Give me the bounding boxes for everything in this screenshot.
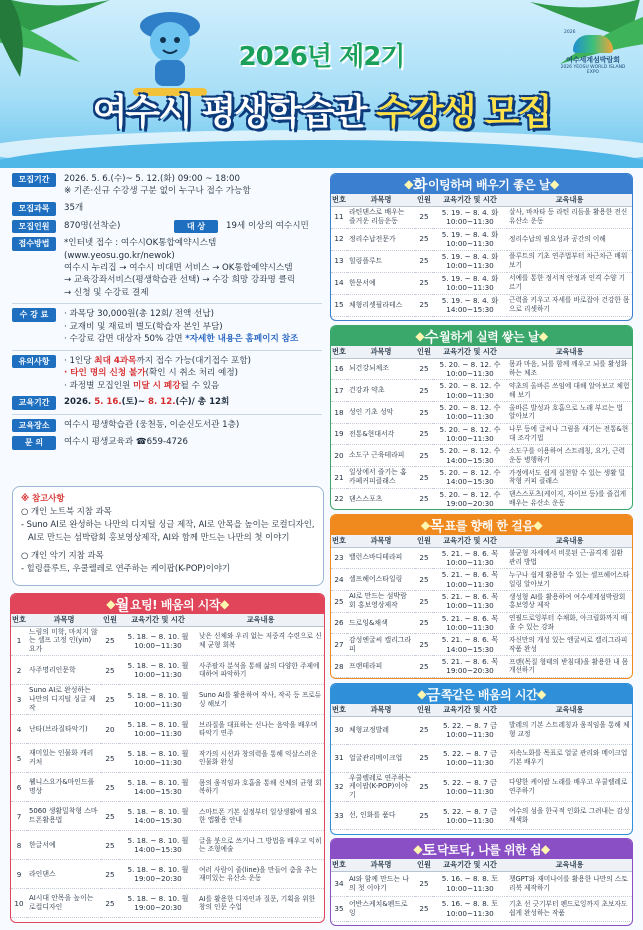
column-header: 번호 bbox=[332, 536, 346, 546]
course-name: 건강과 약초 bbox=[347, 380, 415, 402]
column-header: 과목명 bbox=[347, 194, 415, 206]
table-row bbox=[331, 272, 632, 294]
course-schedule: 5. 19. ~ 8. 4. 화 10:00~11:30 bbox=[433, 206, 507, 228]
table-row bbox=[331, 716, 632, 744]
table-row bbox=[331, 590, 632, 612]
course-name: 재미있는 인물화 캐리커처 bbox=[27, 744, 101, 773]
column-header: 교육내용 bbox=[507, 194, 632, 206]
course-description: 스마트폰 기본 설정부터 일상생활에 필요한 앱활용 안내 bbox=[197, 802, 324, 831]
capacity: 25 bbox=[415, 634, 433, 656]
course-name: 힐링플루트 bbox=[347, 250, 415, 272]
contact-row: 문 의 여수시 평생교육과 ☎659-4726 bbox=[12, 436, 322, 450]
course-number: 16 bbox=[331, 358, 347, 380]
capacity: 25 bbox=[415, 656, 433, 678]
column-header: 과목명 bbox=[27, 614, 101, 626]
table-row bbox=[11, 889, 324, 918]
course-schedule: 5. 22. ~ 8. 7 금 10:00~11:30 bbox=[433, 772, 507, 802]
course-name: 한문서예 bbox=[347, 272, 415, 294]
course-name: 느림의 미학, 마치지 않는 셀프 고정 인(yin) 요가 bbox=[27, 626, 101, 656]
course-name: 얼굴관리메이크업 bbox=[347, 744, 415, 772]
course-number: 18 bbox=[331, 401, 347, 423]
course-description: AI를 활용한 디자인과 질문, 기획을 위한 창의 인문 수업 bbox=[197, 889, 324, 918]
hero-banner bbox=[0, 0, 643, 168]
course-name: 체형리셋필라테스 bbox=[347, 294, 415, 316]
table-row bbox=[331, 380, 632, 402]
course-description: 다양한 케이팝 노래를 배우고 우쿨렐레로 연주하기 bbox=[507, 772, 632, 802]
column-header: 과목명 bbox=[347, 346, 415, 358]
table-row bbox=[331, 772, 632, 802]
table-title: 닥토닥, 나를 위한 쉼 bbox=[437, 842, 541, 857]
capacity: 25 bbox=[415, 401, 433, 423]
capacity: 25 bbox=[415, 744, 433, 772]
course-schedule: 5. 21. ~ 8. 6. 목 14:00~15:30 bbox=[433, 634, 507, 656]
course-table bbox=[331, 194, 632, 317]
course-name: 밸런스바디테라피 bbox=[347, 547, 415, 569]
capacity: 25 bbox=[415, 612, 433, 634]
column-header: 교육내용 bbox=[507, 346, 632, 358]
course-schedule: 5. 20. ~ 8. 12. 수 14:00~15:30 bbox=[433, 445, 507, 467]
course-name: 사주명리인문학 bbox=[27, 656, 101, 685]
course-schedule: 5. 20. ~ 8. 12. 수 14:00~15:30 bbox=[433, 467, 507, 489]
course-schedule: 5. 22. ~ 8. 7 금 10:00~11:30 bbox=[433, 744, 507, 772]
capacity: 25 bbox=[415, 488, 433, 510]
column-header: 교육내용 bbox=[507, 859, 632, 871]
table-row bbox=[331, 250, 632, 272]
course-number: 4 bbox=[11, 715, 27, 744]
course-description: 자신만의 개성 있는 엔굴씨로 캘리그라피 작품 완성 bbox=[507, 634, 632, 656]
table-row bbox=[331, 467, 632, 489]
table-row bbox=[331, 228, 632, 250]
course-description: 서예를 통한 정서적 안정과 인격 수양 기르기 bbox=[507, 272, 632, 294]
course-number: 3 bbox=[11, 685, 27, 715]
course-table bbox=[11, 614, 324, 918]
course-name: 선, 인화를 품다 bbox=[347, 802, 415, 830]
course-schedule: 5. 18. ~ 8. 10. 월 19:00~20:30 bbox=[119, 889, 197, 918]
notes-box: ※ 참고사항 ○ 개인 노트북 지참 과목 - Suno AI로 완성하는 나만의 디지털 싱글 제작, AI로 안목을 높이는 로컬디자인, AI로 만드는 섬박람회 홍보영상제작, AI와 함께 만드는 나만의 첫 이야기 ○ 개인 악기 지참 과목 - 힐링플루트, 우쿨렐레로 연주하는 케이팝(K-POP)이야기 bbox=[12, 486, 324, 586]
course-schedule: 5. 19. ~ 8. 4. 화 10:00~11:30 bbox=[433, 228, 507, 250]
course-schedule: 5. 18. ~ 8. 10. 월 10:00~11:30 bbox=[119, 656, 197, 685]
course-description: Suno AI를 활용하여 작사, 작곡 등 프로듀싱 해보기 bbox=[197, 685, 324, 715]
course-description: 챗GPT와 재미나이를 활용한 나만의 스토리북 제작하기 bbox=[507, 871, 632, 896]
sparkle-icon: ◆ bbox=[404, 177, 414, 191]
course-schedule bbox=[433, 677, 507, 679]
capacity: 25 bbox=[415, 590, 433, 612]
table-row bbox=[11, 656, 324, 685]
course-name: 성인 기초 성악 bbox=[347, 401, 415, 423]
course-number: 33 bbox=[331, 802, 347, 830]
day-initial: 월 bbox=[115, 595, 129, 614]
courses-row: 모집과목 35개 bbox=[12, 202, 322, 216]
course-number bbox=[331, 677, 347, 679]
course-number: 17 bbox=[331, 380, 347, 402]
course-number: 19 bbox=[331, 423, 347, 445]
course-name: AI로 만드는 섬박람회 홍보영상제작 bbox=[347, 590, 415, 612]
sparkle-icon: ◆ bbox=[106, 597, 115, 611]
course-description: 프랜(목질 형태의 받침대)을 활용한 내 몸 개선하기 bbox=[507, 656, 632, 678]
course-name: 셀프헤어스타일링 bbox=[347, 569, 415, 591]
day-initial: 토 bbox=[422, 840, 437, 859]
course-number: 9 bbox=[11, 860, 27, 889]
course-number: 28 bbox=[331, 656, 347, 678]
table-row bbox=[331, 488, 632, 510]
course-schedule: 5. 20. ~ 8. 12. 수 10:00~11:30 bbox=[433, 358, 507, 380]
table-title: 쪽같은 배움의 시간 bbox=[440, 687, 538, 702]
course-name: 체형교정발레 bbox=[347, 716, 415, 744]
thursday-course-table bbox=[330, 514, 633, 679]
table-row bbox=[331, 401, 632, 423]
course-name: 프랜테라피 bbox=[347, 656, 415, 678]
course-description: 가정에서도 쉽게 실천할 수 있는 생활 밀착형 커피 클래스 bbox=[507, 467, 632, 489]
capacity: 25 bbox=[415, 206, 433, 228]
table-row bbox=[331, 677, 632, 679]
course-number: 32 bbox=[331, 772, 347, 802]
course-number: 31 bbox=[331, 744, 347, 772]
table-row bbox=[11, 744, 324, 773]
course-description: 플루트의 기초 연주법부터 차근차근 배워보기 bbox=[507, 250, 632, 272]
course-name: 정리수납전문가 bbox=[347, 228, 415, 250]
monday-course-table bbox=[10, 593, 325, 923]
table-heading bbox=[331, 174, 632, 194]
course-schedule: 5. 18. ~ 8. 10. 월 10:00~11:30 bbox=[119, 626, 197, 656]
column-header: 과목명 bbox=[347, 535, 415, 547]
course-description: 여수의 섬을 한국적 인화로 그려내는 감성 채색화 bbox=[507, 802, 632, 830]
course-description: 근력을 키우고 자세를 바로잡아 건강한 몸으로 리셋하기 bbox=[507, 294, 632, 316]
column-header: 과목명 bbox=[347, 859, 415, 871]
course-number: 21 bbox=[331, 467, 347, 489]
course-schedule: 5. 18. ~ 8. 10. 월 14:00~15:30 bbox=[119, 802, 197, 831]
course-schedule: 5. 22. ~ 8. 7 금 10:00~11:30 bbox=[433, 802, 507, 830]
course-schedule: 5. 18. ~ 8. 10. 월 14:00~15:30 bbox=[119, 831, 197, 860]
capacity: 25 bbox=[415, 272, 433, 294]
course-description: 여러 사람이 줄(line)을 만들어 춤을 추는 재미있는 유산소 운동 bbox=[197, 860, 324, 889]
course-number: 10 bbox=[11, 889, 27, 918]
column-header: 교육내용 bbox=[197, 614, 324, 626]
column-header: 교육기간 및 시간 bbox=[433, 704, 507, 716]
course-description: 저속노화를 목표로 얼굴 관리와 메이크업 기본 배우기 bbox=[507, 744, 632, 772]
course-description: 발레의 기본 스트레칭과 움직임을 통해 체형 교정 bbox=[507, 716, 632, 744]
table-row bbox=[11, 626, 324, 656]
course-name: 댄스스포츠 bbox=[347, 488, 415, 510]
course-description: 누구나 쉽게 활용할 수 있는 셀프헤어스타일링 알아보기 bbox=[507, 569, 632, 591]
course-schedule: 5. 22. ~ 8. 7 금 10:00~11:30 bbox=[433, 716, 507, 744]
course-schedule: 5. 19. ~ 8. 4. 화 14:00~15:30 bbox=[433, 294, 507, 316]
course-description: 소도구를 이용하여 스트레칭, 요가, 근력운동 병행하기 bbox=[507, 445, 632, 467]
course-schedule: 5. 20. ~ 8. 12. 수 10:00~11:30 bbox=[433, 423, 507, 445]
course-number: 35 bbox=[331, 896, 347, 921]
course-name: 뇌건강뇌체조 bbox=[347, 358, 415, 380]
course-schedule: 5. 21. ~ 8. 6. 목 10:00~11:30 bbox=[433, 612, 507, 634]
course-description: 정리수납의 필요성과 공간의 이해 bbox=[507, 228, 632, 250]
course-number: 14 bbox=[331, 272, 347, 294]
course-number: 12 bbox=[331, 228, 347, 250]
sparkle-icon: ◆ bbox=[415, 329, 425, 343]
column-header: 과목명 bbox=[347, 704, 415, 716]
column-header: 인원 bbox=[415, 704, 433, 716]
course-number: 34 bbox=[331, 871, 347, 896]
course-number: 13 bbox=[331, 250, 347, 272]
course-schedule: 5. 19. ~ 8. 4. 화 10:00~11:30 bbox=[433, 250, 507, 272]
table-title: 월하게 실력 쌓는 날 bbox=[439, 329, 539, 344]
course-schedule: 5. 16. ~ 8. 8. 토 10:00~11:30 bbox=[433, 871, 507, 896]
course-name: 웰니스요가&마인드풀 명상 bbox=[27, 773, 101, 802]
column-header: 교육기간 및 시간 bbox=[433, 346, 507, 358]
course-number: 11 bbox=[331, 206, 347, 228]
sparkle-icon: ◆ bbox=[540, 842, 550, 856]
course-description: 나무 등에 글씨나 그림을 새기는 전통&현대 조각기법 bbox=[507, 423, 632, 445]
course-description: 기초 선 긋기부터 펜드로잉까지 초보자도 쉽게 완성하는 작품 bbox=[507, 896, 632, 921]
column-header: 번호 bbox=[332, 705, 346, 715]
course-description: 불균형 자세에서 비롯된 근·골격계 질환 관리 방법 bbox=[507, 547, 632, 569]
course-description: 살사, 바차타 등 라틴 리듬을 활용한 전신 유산소 운동 bbox=[507, 206, 632, 228]
course-schedule: 5. 21. ~ 8. 6. 목 10:00~11:30 bbox=[433, 547, 507, 569]
course-schedule: 5. 21. ~ 8. 6. 목 10:00~11:30 bbox=[433, 590, 507, 612]
table-row bbox=[331, 358, 632, 380]
capacity: 25 bbox=[415, 358, 433, 380]
capacity: 25 bbox=[101, 773, 119, 802]
table-heading bbox=[331, 326, 632, 346]
course-name: 라틴댄스로 배우는 즐거운 리듬운동 bbox=[347, 206, 415, 228]
table-row bbox=[11, 831, 324, 860]
capacity: 25 bbox=[101, 656, 119, 685]
course-number: 6 bbox=[11, 773, 27, 802]
table-row bbox=[331, 744, 632, 772]
course-name: 어반스케치&펜드로잉 bbox=[347, 896, 415, 921]
capacity: 25 bbox=[415, 423, 433, 445]
capacity: 25 bbox=[415, 228, 433, 250]
course-number: 5 bbox=[11, 744, 27, 773]
sparkle-icon: ◆ bbox=[549, 177, 559, 191]
method-row: 접수방법 *인터넷 접수 : 여수시OK통합예약시스템(www.yeosu.go.kr/newok) 여수시 누리집 → 여수시 비대면 서비스 → OK통합예약시스템 → 교육강좌서비스(평생학습관 선택) → 수강 희망 강좌명 클릭 → 신청 및 수강료 결제 bbox=[12, 237, 322, 299]
course-table bbox=[331, 535, 632, 679]
edu-period-row: 교육기간 2026. 5. 16.(토)~ 8. 12.(수)/ 총 12회 bbox=[12, 396, 322, 410]
course-description: 생성형 AI를 활용하여 여수세계섬박람회 홍보영상 제작 bbox=[507, 590, 632, 612]
capacity: 25 bbox=[415, 250, 433, 272]
course-schedule: 5. 18. ~ 8. 10. 월 19:00~20:30 bbox=[119, 860, 197, 889]
column-header: 번호 bbox=[12, 615, 26, 625]
course-description: 약초의 올바른 쓰임에 대해 알아보고 체험해 보기 bbox=[507, 380, 632, 402]
day-initial: 목 bbox=[429, 516, 444, 535]
course-number: 25 bbox=[331, 590, 347, 612]
course-name: Suno AI로 완성하는 나만의 디지털 싱글 제작 bbox=[27, 685, 101, 715]
place-row: 교육장소 여수시 평생학습관 (웅천동, 이순신도서관 1층) bbox=[12, 419, 322, 433]
capacity: 25 bbox=[415, 445, 433, 467]
column-header: 교육내용 bbox=[507, 535, 632, 547]
course-number: 27 bbox=[331, 634, 347, 656]
capacity: 25 bbox=[415, 547, 433, 569]
course-description: 사주팔자 분석을 통해 삶의 다양한 주제에 대하여 파악하기 bbox=[197, 656, 324, 685]
table-row bbox=[331, 445, 632, 467]
table-title: 요팅! 배움의 시작 bbox=[130, 597, 220, 612]
course-number: 23 bbox=[331, 547, 347, 569]
course-number: 1 bbox=[11, 626, 27, 656]
course-number: 22 bbox=[331, 488, 347, 510]
course-number: 20 bbox=[331, 445, 347, 467]
capacity: 25 bbox=[415, 871, 433, 896]
column-header: 번호 bbox=[332, 860, 346, 870]
course-description: 연필드로잉부터 수채화, 아크릴화까지 배울 수 있는 강좌 bbox=[507, 612, 632, 634]
capacity: 25 bbox=[415, 896, 433, 921]
course-name: 감성엔굴씨 캘리그라피 bbox=[347, 634, 415, 656]
column-header: 인원 bbox=[415, 346, 433, 358]
table-row bbox=[331, 896, 632, 921]
column-header: 교육기간 및 시간 bbox=[433, 535, 507, 547]
capacity: 25 bbox=[101, 860, 119, 889]
table-heading bbox=[11, 594, 324, 614]
course-description: 브라질을 대표하는 신나는 음악을 배우며 타악기 연주 bbox=[197, 715, 324, 744]
course-table bbox=[331, 704, 632, 830]
course-number: 8 bbox=[11, 831, 27, 860]
capacity: 25 bbox=[415, 294, 433, 316]
column-header: 인원 bbox=[415, 535, 433, 547]
capacity: 25 bbox=[101, 802, 119, 831]
fee-row: 수 강 료 · 과목당 30,000원(총 12회/ 전액 선납) · 교재비 및 재료비 별도(학습자 본인 부담) · 수강료 감면 대상자 50% 감면 *자세한 내용은 홈페이지 참조 bbox=[12, 308, 322, 345]
course-name: AI와 함께 만드는 나의 첫 이야기 bbox=[347, 871, 415, 896]
course-schedule: 5. 20. ~ 8. 12. 수 10:00~11:30 bbox=[433, 401, 507, 423]
course-number: 30 bbox=[331, 716, 347, 744]
course-description: 몸의 움직임과 호흡을 통해 신체의 균형 회복하기 bbox=[197, 773, 324, 802]
course-schedule: 5. 19. ~ 8. 4. 화 10:00~11:30 bbox=[433, 272, 507, 294]
year-title: 2026년 제2기 bbox=[238, 42, 405, 72]
table-row bbox=[11, 715, 324, 744]
course-schedule: 5. 18. ~ 8. 10. 월 10:00~11:30 bbox=[119, 685, 197, 715]
table-row bbox=[331, 294, 632, 316]
capacity: 25 bbox=[415, 467, 433, 489]
course-description: 댄스스포츠(케이지, 자이브 등)를 즐겁게 배우는 유산소 운동 bbox=[507, 488, 632, 510]
sparkle-icon: ◆ bbox=[420, 518, 430, 532]
capacity: 25 bbox=[101, 626, 119, 656]
course-description bbox=[507, 677, 632, 679]
course-number: 7 bbox=[11, 802, 27, 831]
column-header: 인원 bbox=[415, 859, 433, 871]
table-title: 표를 향해 한 걸음 bbox=[444, 518, 534, 533]
period-row: 모집기간 2026. 5. 6.(수)~ 5. 12.(화) 09:00 ~ 18:00 ※ 기존·신규 수강생 구분 없이 누구나 접수 가능함 bbox=[12, 173, 322, 198]
day-initial: 금 bbox=[425, 685, 440, 704]
course-description: 올바른 발성과 호흡으로 노래 부르는 법 알아보기 bbox=[507, 401, 632, 423]
course-schedule: 5. 20. ~ 8. 12. 수 10:00~11:30 bbox=[433, 380, 507, 402]
sparkle-icon: ◆ bbox=[219, 597, 229, 611]
table-row bbox=[11, 685, 324, 715]
column-header: 인원 bbox=[101, 614, 119, 626]
table-row bbox=[331, 206, 632, 228]
caution-row: 유의사항 · 1인당 최대 4과목까지 접수 가능(대기접수 포함) · 타인 명의 신청 불가(확인 시 취소 처리 예정) · 과정별 모집인원 미달 시 폐강될 수 있음 bbox=[12, 355, 322, 392]
column-header: 교육기간 및 시간 bbox=[119, 614, 197, 626]
column-header: 번호 bbox=[332, 195, 346, 205]
table-row bbox=[331, 634, 632, 656]
table-row bbox=[11, 773, 324, 802]
course-number: 2 bbox=[11, 656, 27, 685]
recruitment-info bbox=[12, 173, 322, 454]
course-name: 난타(브라질타악기) bbox=[27, 715, 101, 744]
course-table bbox=[331, 859, 632, 922]
sparkle-icon: ◆ bbox=[537, 687, 546, 701]
sparkle-icon: ◆ bbox=[538, 329, 548, 343]
tuesday-course-table bbox=[330, 173, 633, 321]
course-name: 소도구 근육테라피 bbox=[347, 445, 415, 467]
course-schedule: 5. 18. ~ 8. 10. 월 10:00~11:30 bbox=[119, 715, 197, 744]
course-name: 일상에서 즐기는 홈카페커피클래스 bbox=[347, 467, 415, 489]
course-schedule: 5. 18. ~ 8. 10. 월 14:00~15:30 bbox=[119, 773, 197, 802]
course-name: 드로잉&채색 bbox=[347, 612, 415, 634]
course-schedule: 5. 18. ~ 8. 10. 월 10:00~11:30 bbox=[119, 744, 197, 773]
table-row bbox=[331, 871, 632, 896]
course-schedule: 5. 20. ~ 8. 12. 수 19:00~20:30 bbox=[433, 488, 507, 510]
column-header: 교육기간 및 시간 bbox=[433, 859, 507, 871]
course-number: 26 bbox=[331, 612, 347, 634]
capacity: 25 bbox=[101, 685, 119, 715]
table-row bbox=[331, 547, 632, 569]
day-initial: 수 bbox=[424, 327, 439, 346]
column-header: 교육기간 및 시간 bbox=[433, 194, 507, 206]
course-name: AI시대 안목을 높이는 로컬디자인 bbox=[27, 889, 101, 918]
table-row bbox=[331, 612, 632, 634]
capacity: 25 bbox=[415, 802, 433, 830]
capacity: 25 bbox=[415, 716, 433, 744]
column-header: 번호 bbox=[332, 347, 346, 357]
capacity: 25 bbox=[101, 889, 119, 918]
day-initial: 화 bbox=[413, 175, 428, 194]
table-heading bbox=[331, 839, 632, 859]
table-row bbox=[11, 802, 324, 831]
course-description: 낮은 신체와 우리 없는 저중격 수련으로 신체 균형 회복 bbox=[197, 626, 324, 656]
course-schedule: 5. 21. ~ 8. 6. 목 19:00~20:30 bbox=[433, 656, 507, 678]
course-name: 라인댄스 bbox=[27, 860, 101, 889]
course-name: 우쿨렐레로 연주하는 케이팝(K-POP)이야기 bbox=[347, 772, 415, 802]
capacity bbox=[415, 677, 433, 679]
column-header: 인원 bbox=[415, 194, 433, 206]
course-schedule: 5. 16. ~ 8. 8. 토 10:00~11:30 bbox=[433, 896, 507, 921]
course-description: 작가의 시선과 창의력을 통해 익살스러운 인물화 완성 bbox=[197, 744, 324, 773]
saturday-course-table bbox=[330, 838, 633, 926]
people-row: 모집인원 870명(선착순) 대 상 19세 이상의 여수시민 bbox=[12, 220, 322, 234]
table-heading bbox=[331, 684, 632, 704]
friday-course-table bbox=[330, 683, 633, 835]
main-title: 여수시 평생학습관 수강생 모집 bbox=[92, 92, 551, 133]
sparkle-icon: ◆ bbox=[417, 687, 426, 701]
column-header: 교육내용 bbox=[507, 704, 632, 716]
sparkle-icon: ◆ bbox=[413, 842, 423, 856]
course-name bbox=[347, 677, 415, 679]
capacity: 25 bbox=[101, 831, 119, 860]
table-row bbox=[331, 423, 632, 445]
capacity: 20 bbox=[101, 715, 119, 744]
table-heading bbox=[331, 515, 632, 535]
course-number: 24 bbox=[331, 569, 347, 591]
table-row bbox=[331, 656, 632, 678]
course-description: 몸과 마음, 뇌를 함께 깨우고 뇌를 활성화하는 체조 bbox=[507, 358, 632, 380]
capacity: 25 bbox=[415, 772, 433, 802]
course-description: 글을 붓으로 쓰거나 그 방법을 배우고 익히는 조형예술 bbox=[197, 831, 324, 860]
table-title: 이팅하며 배우기 좋은 날 bbox=[428, 177, 550, 192]
wednesday-course-table bbox=[330, 325, 633, 510]
table-row bbox=[331, 569, 632, 591]
sparkle-icon: ◆ bbox=[533, 518, 543, 532]
capacity: 25 bbox=[101, 744, 119, 773]
course-name: 한글서예 bbox=[27, 831, 101, 860]
course-number: 15 bbox=[331, 294, 347, 316]
course-schedule: 5. 21. ~ 8. 6. 목 10:00~11:30 bbox=[433, 569, 507, 591]
table-row bbox=[331, 802, 632, 830]
capacity: 25 bbox=[415, 380, 433, 402]
course-name: 5060 생활밀착형 스마트폰활용법 bbox=[27, 802, 101, 831]
capacity: 25 bbox=[415, 569, 433, 591]
course-name: 전통&현대서각 bbox=[347, 423, 415, 445]
table-row bbox=[11, 860, 324, 889]
course-table bbox=[331, 346, 632, 510]
expo-logo: 2026 여수세계섬박람회 2026 YEOSU WORLD ISLAND EXPO bbox=[560, 30, 626, 75]
